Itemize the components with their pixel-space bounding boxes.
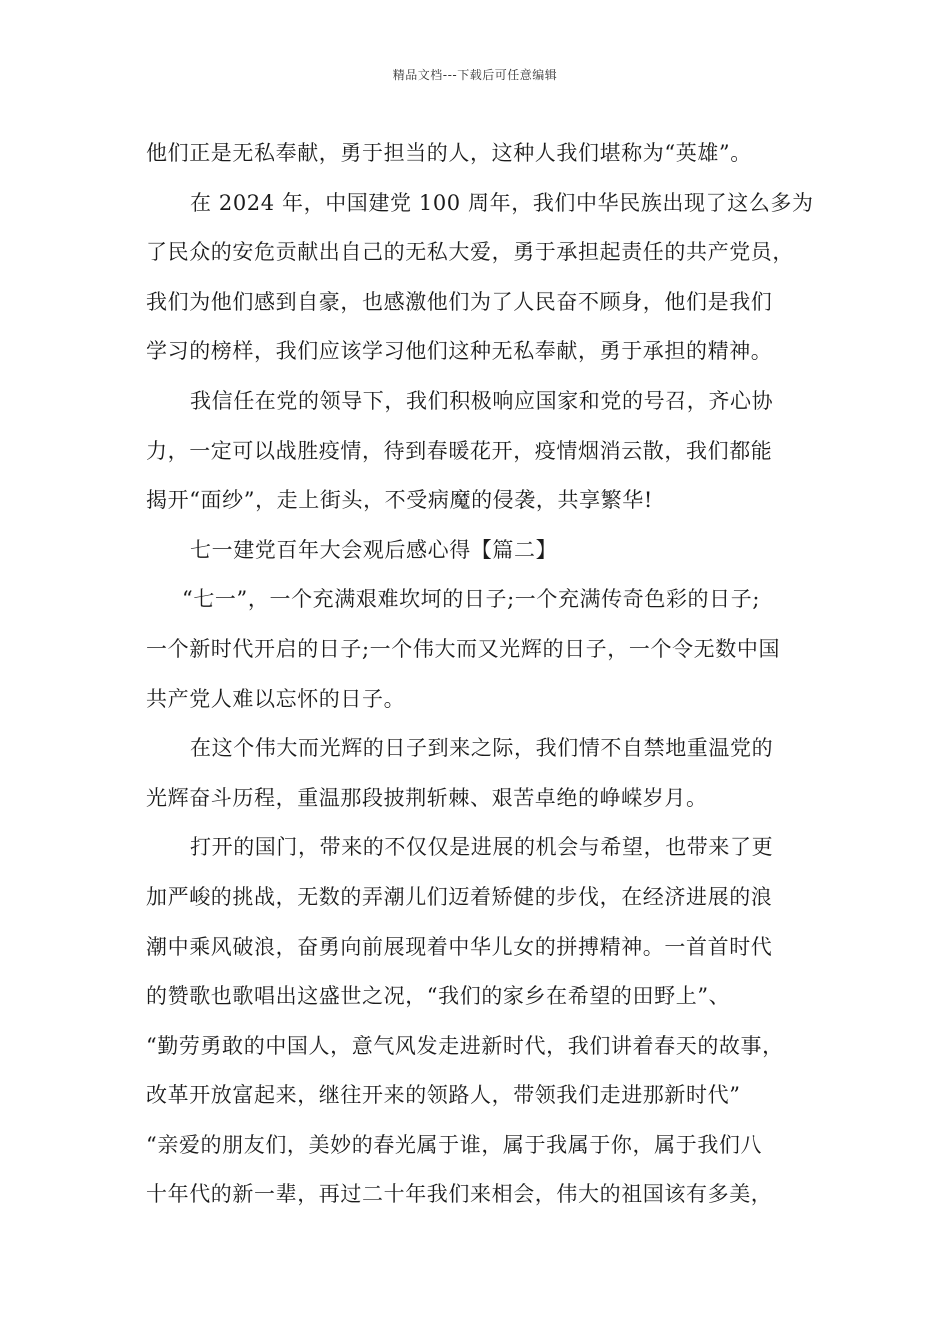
section-heading: 七一建党百年大会观后感心得【篇二】 [190,537,558,562]
paragraph-first-line: 我信任在党的领导下，我们积极响应国家和党的号召，齐心协 [190,388,774,413]
text-line: 揭开“面纱”，走上街头，不受病魔的侵袭，共享繁华! [146,488,653,513]
text-line: 光辉奋斗历程，重温那段披荆斩棘、艰苦卓绝的峥嵘岁月。 [146,785,708,810]
text-line: 了民众的安危贡献出自己的无私大爱，勇于承担起责任的共产党员， [146,240,794,265]
text-line: 共产党人难以忘怀的日子。 [146,686,406,711]
page-header: 精品文档---下载后可任意编辑 [392,68,558,82]
paragraph-first-line: 在这个伟大而光辉的日子到来之际，我们情不自禁地重温党的 [190,736,774,761]
text-line: 一个新时代开启的日子;一个伟大而又光辉的日子，一个令无数中国 [146,636,781,661]
text-line: 加严峻的挑战，无数的弄潮儿们迈着矫健的步伐，在经济进展的浪 [146,884,773,909]
text-line: 我们为他们感到自豪，也感激他们为了人民奋不顾身，他们是我们 [146,289,773,314]
paragraph-first-line: “七一”，一个充满艰难坎坷的日子;一个充满传奇色彩的日子; [182,587,761,612]
text-line: 潮中乘风破浪，奋勇向前展现着中华儿女的拼搏精神。一首首时代 [146,934,773,959]
text-line: “勤劳勇敢的中国人，意气风发走进新时代，我们讲着春天的故事， [146,1033,784,1058]
text-line: 他们正是无私奉献，勇于担当的人，这种人我们堪称为“英雄”。 [146,141,752,165]
text-line: 力，一定可以战胜疫情，待到春暖花开，疫情烟消云散，我们都能 [146,438,773,463]
text-line: 学习的榜样，我们应该学习他们这种无私奉献，勇于承担的精神。 [146,339,773,364]
paragraph-first-line: 在 2024 年，中国建党 100 周年，我们中华民族出现了这么多为 [190,190,814,215]
text-line: 改革开放富起来，继往开来的领路人，带领我们走进那新时代” [146,1083,741,1108]
text-line: 十年代的新一辈，再过二十年我们来相会，伟大的祖国该有多美， [146,1182,773,1207]
text-line: “亲爱的朋友们，美妙的春光属于谁，属于我属于你，属于我们八 [146,1132,763,1157]
body-text [146,129,822,1220]
paragraph-first-line: 打开的国门，带来的不仅仅是进展的机会与希望，也带来了更 [190,835,774,860]
text-line: 的赞歌也歌唱出这盛世之况，“我们的家乡在希望的田野上”、 [146,984,731,1009]
